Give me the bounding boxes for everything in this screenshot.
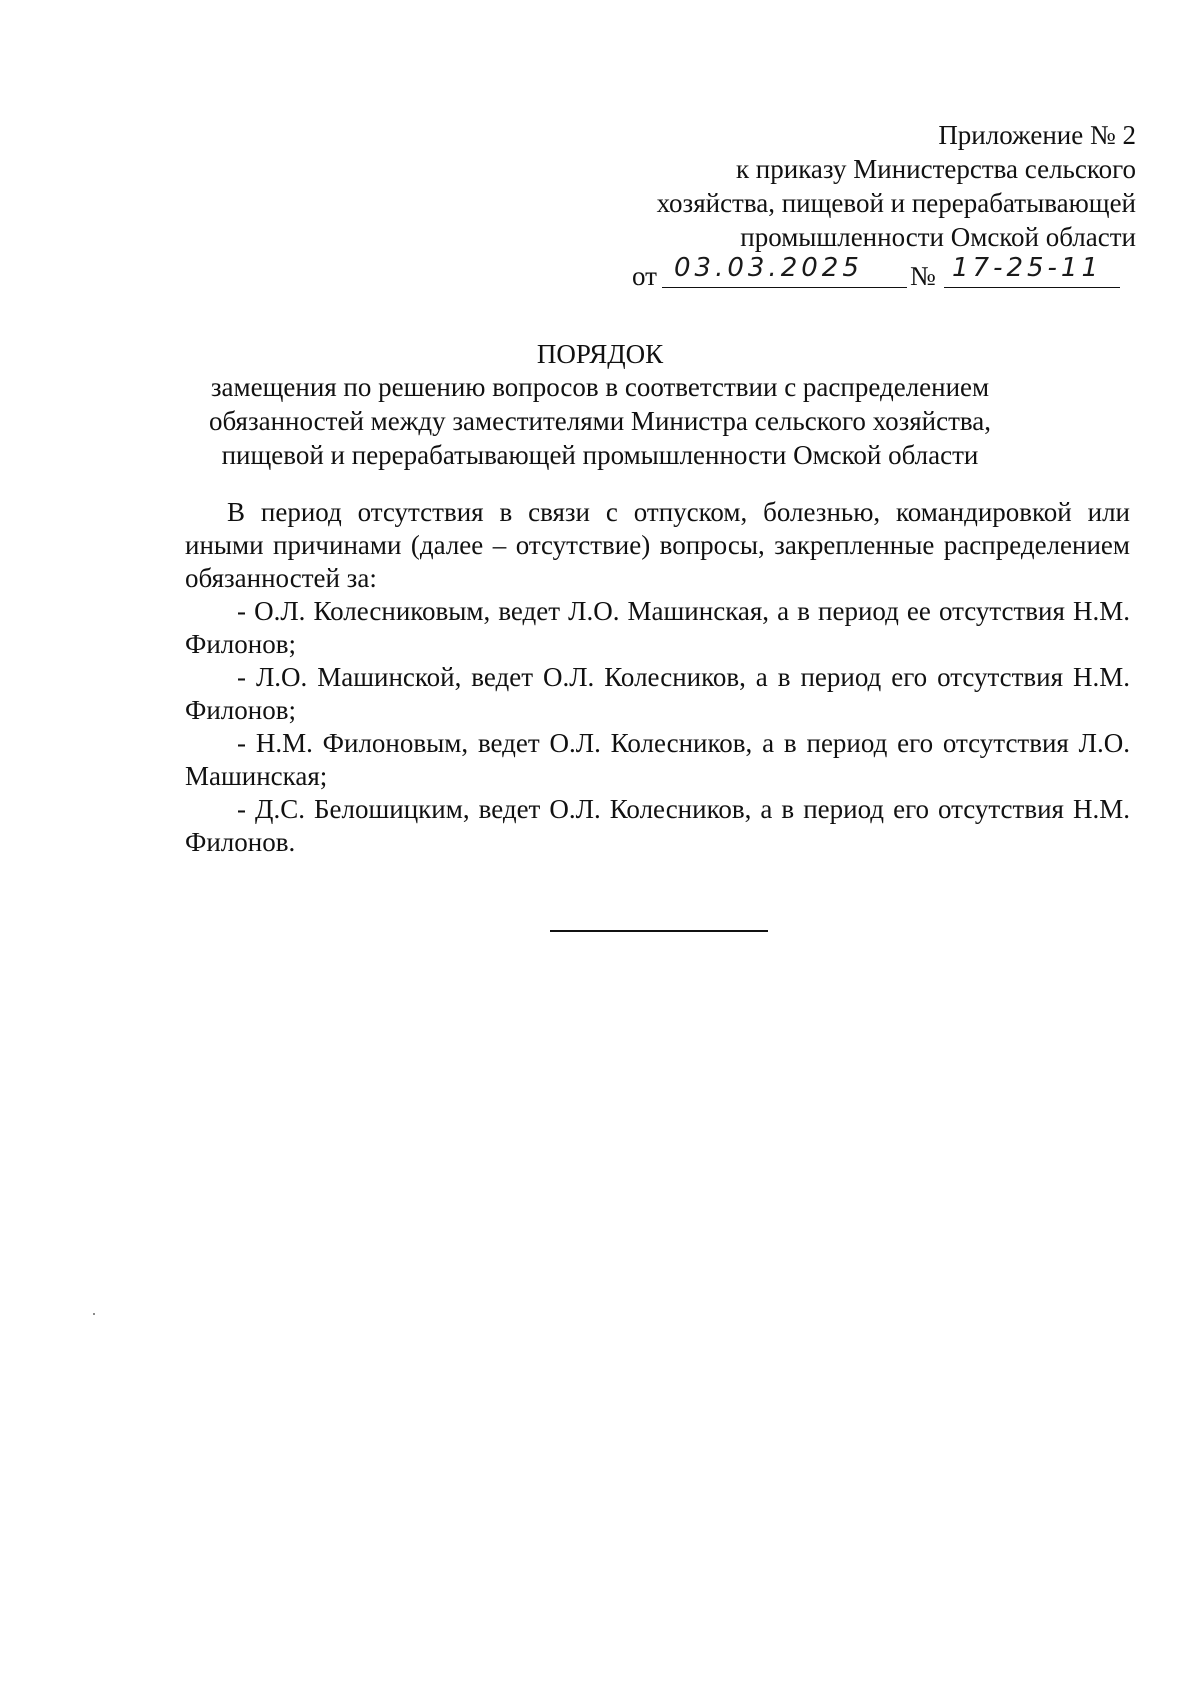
- annex-line-region: промышленности Омской области: [740, 222, 1136, 252]
- annex-line-order: к приказу Министерства сельского: [735, 154, 1136, 184]
- intro-paragraph: В период отсутствия в связи с отпуском, болезнью, командировкой или иными причинами (далее – отсутствие) вопросы, закрепленные распределением обязанностей за:: [185, 497, 1130, 593]
- list-item: - О.Л. Колесниковым, ведет Л.О. Машинская, а в период ее отсутствия Н.М. Филонов;: [185, 596, 1130, 659]
- annex-header: [560, 118, 1136, 254]
- document-subtitle: [0, 370, 1200, 472]
- annex-line-ministry: хозяйства, пищевой и перерабатывающей: [656, 188, 1136, 218]
- order-date-handwritten: 03.03.2025: [674, 253, 863, 283]
- document-body: [185, 496, 1130, 859]
- annex-title: Приложение № 2: [938, 120, 1136, 150]
- order-date-field: [662, 253, 907, 288]
- document-title: ПОРЯДОК: [536, 339, 664, 369]
- number-label: №: [910, 261, 936, 291]
- scan-speck: [93, 1313, 95, 1315]
- order-date-number-line: [632, 253, 1142, 289]
- subtitle-line-1: замещения по решению вопросов в соответствии с распределением: [210, 372, 990, 402]
- subtitle-line-2: обязанностей между заместителями Министра сельского хозяйства,: [208, 406, 992, 436]
- from-label: от: [632, 261, 657, 291]
- order-number-handwritten: 17-25-11: [952, 253, 1103, 283]
- list-item: - Л.О. Машинской, ведет О.Л. Колесников, а в период его отсутствия Н.М. Филонов;: [185, 662, 1130, 725]
- end-divider: [550, 930, 768, 932]
- order-number-field: [944, 253, 1120, 288]
- list-item: - Д.С. Белошицким, ведет О.Л. Колесников, а в период его отсутствия Н.М. Филонов.: [185, 794, 1130, 857]
- list-item: - Н.М. Филоновым, ведет О.Л. Колесников, а в период его отсутствия Л.О. Машинская;: [185, 728, 1130, 791]
- subtitle-line-3: пищевой и перерабатывающей промышленности Омской области: [221, 440, 979, 470]
